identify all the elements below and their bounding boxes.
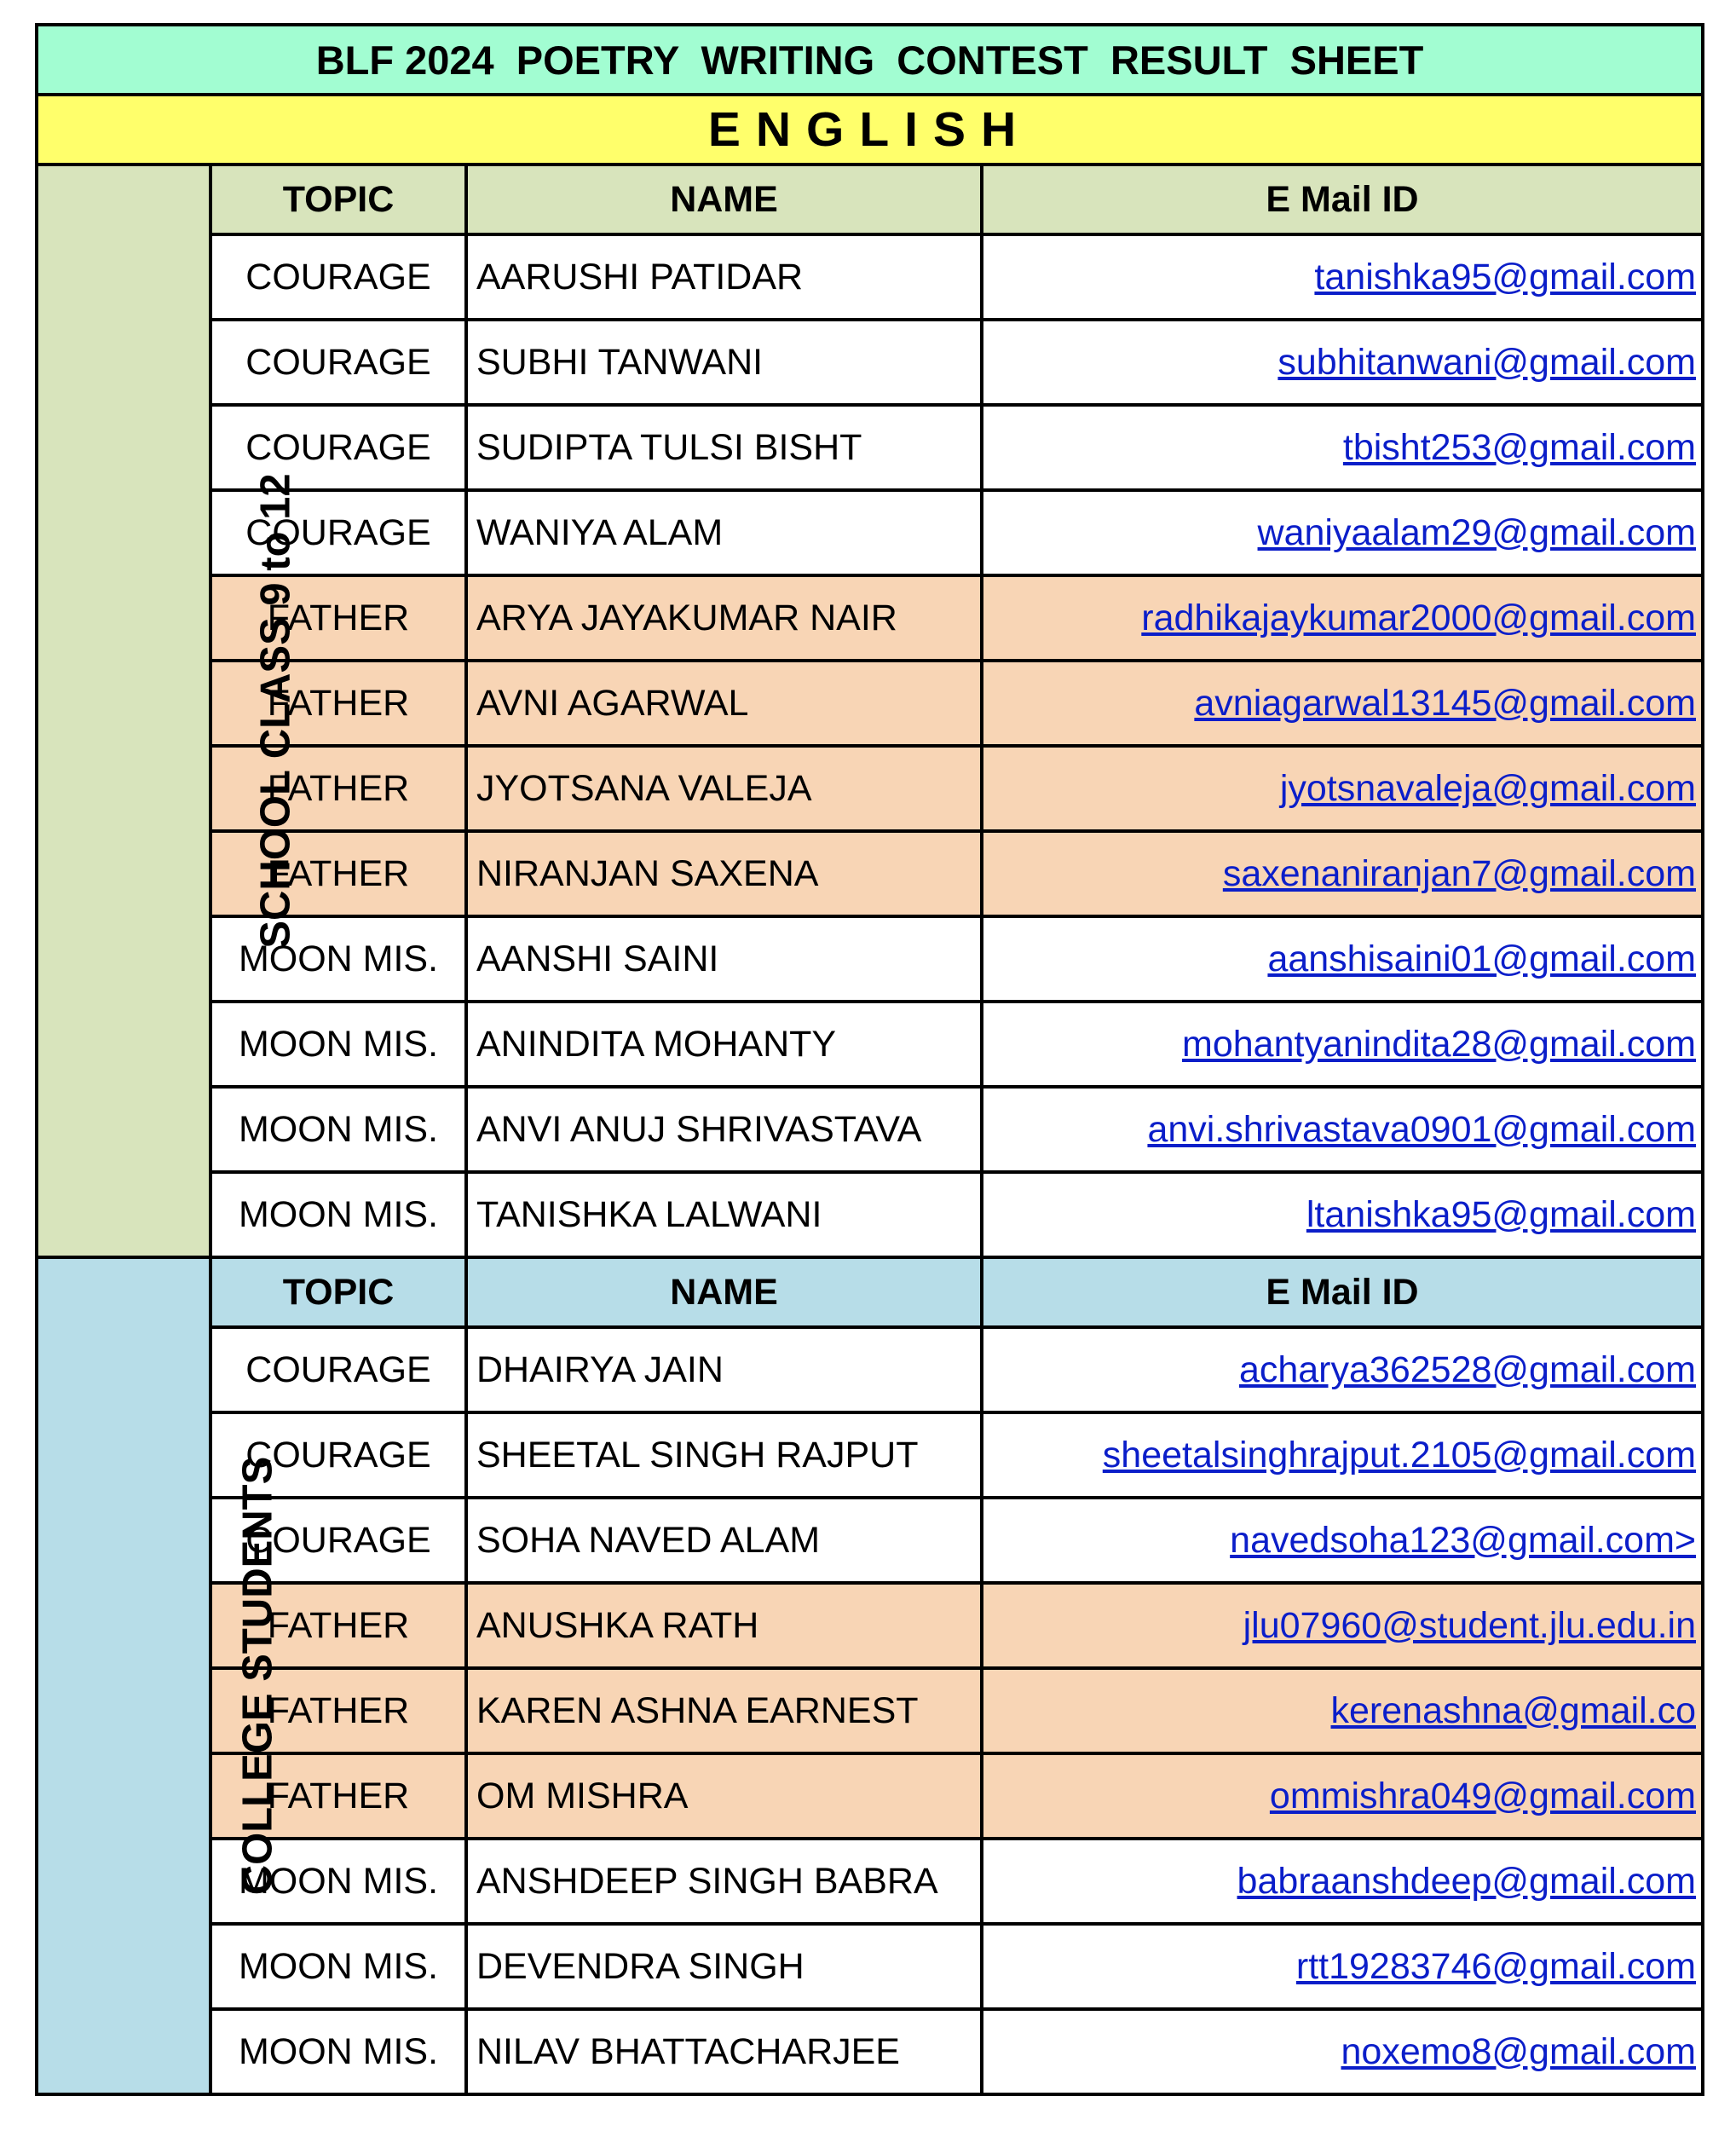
email-cell: [982, 1753, 1703, 1839]
name-cell: ANINDITA MOHANTY: [466, 1002, 982, 1087]
email-link[interactable]: aanshisaini01@gmail.com: [1267, 938, 1696, 979]
topic-cell: FATHER: [211, 661, 466, 746]
email-link[interactable]: ltanishka95@gmail.com: [1306, 1193, 1696, 1235]
email-link[interactable]: saxenaniranjan7@gmail.com: [1222, 852, 1696, 894]
email-link[interactable]: kerenashna@gmail.co: [1330, 1689, 1696, 1731]
email-cell: [982, 1839, 1703, 1924]
email-cell: [982, 916, 1703, 1002]
email-link[interactable]: sheetalsinghrajput.2105@gmail.com: [1102, 1434, 1696, 1475]
email-cell: [982, 746, 1703, 831]
email-cell: [982, 234, 1703, 320]
email-cell: [982, 1327, 1703, 1412]
name-cell: AVNI AGARWAL: [466, 661, 982, 746]
email-link[interactable]: tanishka95@gmail.com: [1314, 256, 1696, 297]
topic-cell: MOON MIS.: [211, 1839, 466, 1924]
topic-cell: FATHER: [211, 1753, 466, 1839]
name-cell: WANIYA ALAM: [466, 490, 982, 575]
name-cell: JYOTSANA VALEJA: [466, 746, 982, 831]
school-section-label-cell: [37, 165, 299, 1257]
topic-cell: MOON MIS.: [211, 1002, 466, 1087]
email-cell: [982, 490, 1703, 575]
email-cell: [982, 1498, 1703, 1583]
topic-cell: FATHER: [211, 746, 466, 831]
table-row: [37, 1087, 1703, 1172]
school-header-row: [37, 165, 1703, 234]
table-row: [37, 320, 1703, 405]
name-cell: AANSHI SAINI: [466, 916, 982, 1002]
name-cell: NIRANJAN SAXENA: [466, 831, 982, 916]
topic-cell: COURAGE: [211, 490, 466, 575]
email-cell: [982, 1412, 1703, 1498]
topic-cell: COURAGE: [211, 1412, 466, 1498]
email-link[interactable]: jyotsnavaleja@gmail.com: [1279, 767, 1696, 809]
topic-cell: COURAGE: [211, 320, 466, 405]
email-column-header: E Mail ID: [982, 165, 1703, 234]
email-cell: [982, 2009, 1703, 2094]
email-link[interactable]: noxemo8@gmail.com: [1341, 2030, 1696, 2072]
email-link[interactable]: mohantyanindita28@gmail.com: [1182, 1023, 1696, 1065]
name-cell: TANISHKA LALWANI: [466, 1172, 982, 1257]
table-row: [37, 234, 1703, 320]
name-cell: SOHA NAVED ALAM: [466, 1498, 982, 1583]
email-link[interactable]: acharya362528@gmail.com: [1238, 1348, 1696, 1390]
topic-cell: FATHER: [211, 831, 466, 916]
table-row: [37, 2009, 1703, 2094]
topic-cell: FATHER: [211, 575, 466, 661]
language-heading: ENGLISH: [37, 95, 1703, 165]
email-cell: [982, 1172, 1703, 1257]
name-column-header: NAME: [466, 1257, 982, 1327]
email-link[interactable]: tbisht253@gmail.com: [1342, 426, 1696, 468]
email-cell: [982, 831, 1703, 916]
email-cell: [982, 575, 1703, 661]
email-cell: [982, 1924, 1703, 2009]
name-cell: DEVENDRA SINGH: [466, 1924, 982, 2009]
topic-cell: COURAGE: [211, 234, 466, 320]
table-row: [37, 1002, 1703, 1087]
result-sheet-table: [35, 23, 1704, 2096]
table-row: [37, 1924, 1703, 2009]
name-cell: NILAV BHATTACHARJEE: [466, 2009, 982, 2094]
email-link[interactable]: waniyaalam29@gmail.com: [1257, 511, 1696, 553]
email-cell: [982, 405, 1703, 490]
topic-cell: MOON MIS.: [211, 1172, 466, 1257]
email-cell: [982, 320, 1703, 405]
language-row: [37, 95, 1703, 165]
table-row: [37, 1498, 1703, 1583]
email-link[interactable]: ommishra049@gmail.com: [1269, 1775, 1696, 1816]
topic-column-header: TOPIC: [211, 1257, 466, 1327]
school-section-label: SCHOOL CLASS 9 to 12: [252, 473, 299, 949]
name-column-header: NAME: [466, 165, 982, 234]
topic-cell: MOON MIS.: [211, 1087, 466, 1172]
name-cell: OM MISHRA: [466, 1753, 982, 1839]
name-cell: ANUSHKA RATH: [466, 1583, 982, 1668]
name-cell: SHEETAL SINGH RAJPUT: [466, 1412, 982, 1498]
email-link[interactable]: radhikajaykumar2000@gmail.com: [1141, 597, 1696, 638]
college-header-row: [37, 1257, 1703, 1327]
email-cell: [982, 1668, 1703, 1753]
name-cell: DHAIRYA JAIN: [466, 1327, 982, 1412]
name-cell: AARUSHI PATIDAR: [466, 234, 982, 320]
name-cell: SUDIPTA TULSI BISHT: [466, 405, 982, 490]
topic-column-header: TOPIC: [211, 165, 466, 234]
email-cell: [982, 661, 1703, 746]
email-cell: [982, 1087, 1703, 1172]
name-cell: SUBHI TANWANI: [466, 320, 982, 405]
email-link[interactable]: avniagarwal13145@gmail.com: [1194, 682, 1696, 724]
table-row: [37, 1668, 1703, 1753]
email-link[interactable]: subhitanwani@gmail.com: [1277, 341, 1696, 383]
table-row: [37, 1839, 1703, 1924]
name-cell: ARYA JAYAKUMAR NAIR: [466, 575, 982, 661]
email-link[interactable]: navedsoha123@gmail.com>: [1230, 1519, 1696, 1561]
email-cell: [982, 1002, 1703, 1087]
email-cell: [982, 1583, 1703, 1668]
table-row: [37, 1583, 1703, 1668]
table-row: [37, 1412, 1703, 1498]
name-cell: ANVI ANUJ SHRIVASTAVA: [466, 1087, 982, 1172]
email-link[interactable]: anvi.shrivastava0901@gmail.com: [1147, 1108, 1696, 1150]
email-link[interactable]: babraanshdeep@gmail.com: [1237, 1860, 1696, 1902]
college-section-label-cell: [37, 1257, 281, 2094]
email-column-header: E Mail ID: [982, 1257, 1703, 1327]
name-cell: ANSHDEEP SINGH BABRA: [466, 1839, 982, 1924]
topic-cell: COURAGE: [211, 1498, 466, 1583]
topic-cell: FATHER: [211, 1668, 466, 1753]
result-sheet-body: [37, 25, 1703, 2094]
topic-cell: MOON MIS.: [211, 916, 466, 1002]
email-link[interactable]: rtt19283746@gmail.com: [1295, 1945, 1696, 1987]
topic-cell: COURAGE: [211, 405, 466, 490]
topic-cell: COURAGE: [211, 1327, 466, 1412]
table-row: [37, 1327, 1703, 1412]
college-section-label: COLLEGE STUDENTS: [234, 1456, 281, 1896]
email-link[interactable]: jlu07960@student.jlu.edu.in: [1243, 1604, 1696, 1646]
title-row: [37, 25, 1703, 95]
name-cell: KAREN ASHNA EARNEST: [466, 1668, 982, 1753]
topic-cell: MOON MIS.: [211, 1924, 466, 2009]
topic-cell: MOON MIS.: [211, 2009, 466, 2094]
topic-cell: FATHER: [211, 1583, 466, 1668]
table-row: [37, 1172, 1703, 1257]
table-row: [37, 1753, 1703, 1839]
sheet-title: BLF 2024 POETRY WRITING CONTEST RESULT SHEET: [37, 25, 1703, 95]
